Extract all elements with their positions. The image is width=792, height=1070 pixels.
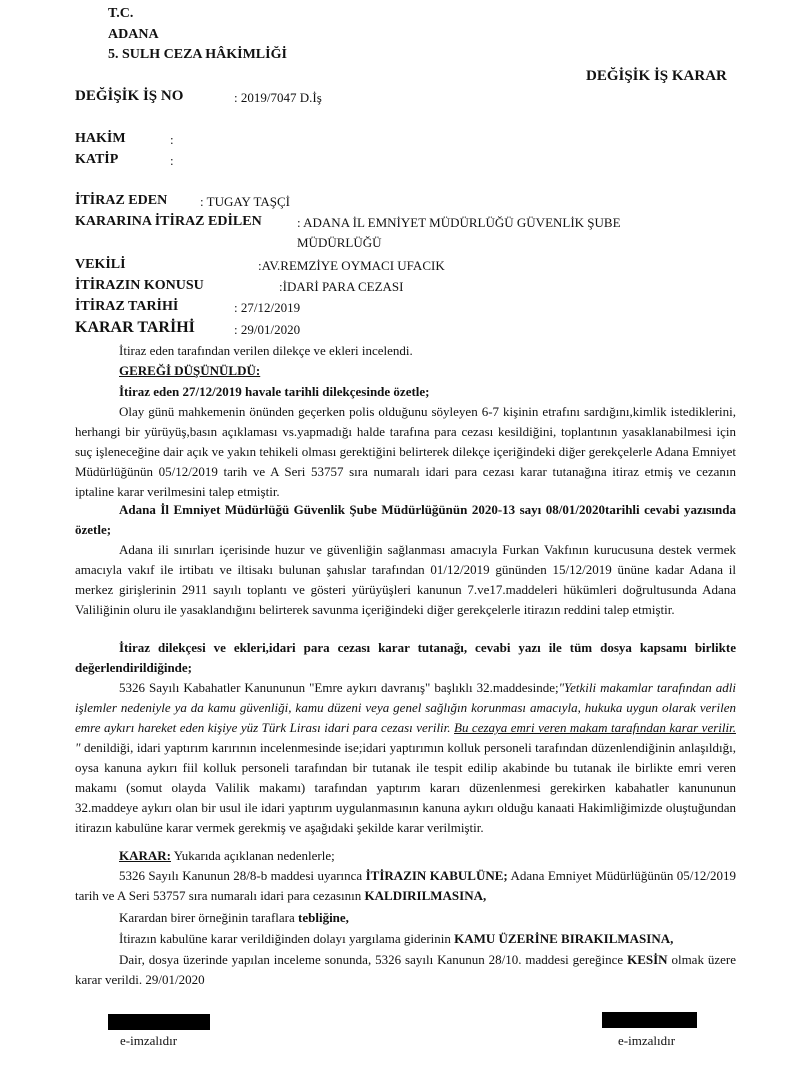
katip-label: KATİP bbox=[75, 152, 119, 167]
itiraz-eden-value: : TUGAY TAŞÇİ bbox=[200, 194, 290, 209]
itiraz-tarihi-value: : 27/12/2019 bbox=[234, 300, 301, 315]
redacted-signature-right bbox=[602, 1012, 697, 1028]
karar-item-1-text-c: Adana Emniyet Müdürlüğünün 05/12/2019 tarih ve A Seri 53757 sıra numaralı idari para cezasının bbox=[75, 868, 736, 903]
degerlendirme-text: denildiği, idari yaptırım karırının incelenmesinde ise;idari yaptırımın kolluk personeli tarafından düzenlendiğinin anlaşıldığı, oysa kanuna aykırı fiil kolluk personeli tarafından bir tutanak ile tespit edilip akabinde bu tutanak ile birlikte emri veren makamı (somut olayda Valilik makamı) tarafından yaptırım kararı düzenlenmesi gerekirken kabahatler kanununun 32.maddeye aykırı olan bir usul ile idari yaptırım uygulanmasının kanuna aykırı olduğu kanaati Hakimliğimizde oluştuğundan itirazın kabulüne karar vermek gerekmiş ve aşağıdaki şekilde karar verilmiştir. bbox=[75, 740, 736, 835]
itirazin-kabulune: İTİRAZIN KABULÜNE; bbox=[365, 868, 508, 883]
konu-label: İTİRAZIN KONUSU bbox=[75, 278, 204, 293]
heading-cevabi-yazi: Adana İl Emniyet Müdürlüğü Güvenlik Şube Müdürlüğünün 2020-13 sayı 08/01/2020tarihli cevabi yazısında özetle; bbox=[75, 502, 736, 537]
karar-item-3-text: İtirazın kabulüne karar verildiğinden dolayı yargılama giderinin bbox=[119, 931, 455, 946]
hakim-value: : bbox=[170, 132, 174, 147]
konu-value: :İDARİ PARA CEZASI bbox=[279, 279, 404, 294]
karar-item-4 bbox=[75, 950, 736, 990]
tebligine: tebliğine, bbox=[298, 910, 349, 925]
karar-label: KARAR: bbox=[119, 848, 171, 863]
karara-itiraz-value-1: : ADANA İL EMNİYET MÜDÜRLÜĞÜ GÜVENLİK ŞUBE bbox=[297, 215, 621, 230]
hakim-label: HAKİM bbox=[75, 131, 126, 146]
karara-itiraz-label: KARARINA İTİRAZ EDİLEN bbox=[75, 214, 262, 229]
law-intro: 5326 Sayılı Kabahatler Kanununun "Emre aykırı davranış" başlıklı 32.maddesinde; bbox=[119, 680, 559, 695]
heading-degerlendirme: İtiraz dilekçesi ve ekleri,idari para cezası karar tutanağı, cevabi yazı ile tüm dosya kapsamı birlikte değerlendirildiğinde; bbox=[75, 640, 736, 675]
paragraph-itiraz-ozet: Olay günü mahkemenin önünden geçerken polis olduğunu söyleyen 6-7 kişinin etrafını sardığını,kimlik istediklerini, herhangi bir yürüyüş,basın açıklaması vs.yapmadığı halde tarafına para cezası kesildiğini, toplantının yasaklanabilmesi için suç işleneceğine dair açık ve yakın tehikeli olması gerektiğini belirterek dilekçe içeriğindeki diğer gerekçelerle Adana Emniyet Müdürlüğünün 05/12/2019 tarih ve A Seri 53757 sıra numaralı idari para cezası karar tutanağına itiraz etmiş ve cezanın iptaline karar verilmesini talep etmiştir. bbox=[75, 404, 736, 499]
case-no-label: DEĞİŞİK İŞ NO bbox=[75, 88, 184, 104]
redacted-signature-left bbox=[108, 1014, 210, 1030]
paragraph-cevabi-ozet: Adana ili sınırları içerisinde huzur ve güvenliğin sağlanması amacıyla Furkan Vakfının kurucusuna destek vermek amacıyla vakıf ile irtibatı ve iltisakı bulunan şahıslar tarafından 01/12/2019 gününden 15/12/2019 ününe kadar Adana il merkez girişlerinin 2911 sayılı toplantı ve gösteri yürüyüşleri kanunun 7.ve17.maddeleri hükümleri doğrultusunda Adana Valiliğinin oluru ile yasaklandığını belirterek savunma içeriğindeki diğer gerekçelerle itirazın reddini talep etmiştir. bbox=[75, 542, 736, 617]
vekili-value: :AV.REMZİYE OYMACI UFACIK bbox=[258, 258, 445, 273]
karar-item-4-text-c: olmak üzere karar verildi. 29/01/2020 bbox=[75, 952, 736, 987]
header-city: ADANA bbox=[108, 27, 159, 42]
karar-item-1 bbox=[75, 866, 736, 906]
karar-tarihi-label: KARAR TARİHİ bbox=[75, 319, 195, 336]
law-quote-end: " bbox=[75, 740, 81, 755]
case-no-value: : 2019/7047 D.İş bbox=[234, 90, 322, 105]
katip-value: : bbox=[170, 153, 174, 168]
kamu-uzerine: KAMU ÜZERİNE BIRAKILMASINA, bbox=[454, 931, 674, 946]
doc-type-title: DEĞİŞİK İŞ KARAR bbox=[586, 68, 727, 84]
intro-paragraph: İtiraz eden tarafından verilen dilekçe ve ekleri incelendi. bbox=[119, 343, 413, 358]
gereği-heading: GEREĞİ DÜŞÜNÜLDÜ: bbox=[119, 363, 261, 378]
header-court: 5. SULH CEZA HÂKİMLİĞİ bbox=[108, 47, 287, 62]
kesin: KESİN bbox=[627, 952, 668, 967]
karar-line bbox=[75, 846, 736, 866]
karar-text: Yukarıda açıklanan nedenlerle; bbox=[171, 848, 335, 863]
heading-itiraz-dilekce: İtiraz eden 27/12/2019 havale tarihli dilekçesinde özetle; bbox=[119, 384, 430, 399]
karara-itiraz-value-2: MÜDÜRLÜĞÜ bbox=[297, 235, 382, 250]
karar-item-4-text-a: Dair, dosya üzerinde yapılan inceleme sonunda, 5326 sayılı Kanunun 28/10. maddesi gereğince bbox=[119, 952, 628, 967]
kaldirilmasina: KALDIRILMASINA, bbox=[364, 888, 487, 903]
header-tc: T.C. bbox=[108, 6, 134, 21]
karar-item-1-text-a: 5326 Sayılı Kanunun 28/8-b maddesi uyarınca bbox=[119, 868, 366, 883]
karar-item-3 bbox=[75, 929, 736, 949]
signature-right: e-imzalıdır bbox=[618, 1033, 676, 1048]
karar-item-2-text: Karardan birer örneğinin taraflara bbox=[119, 910, 299, 925]
signature-left: e-imzalıdır bbox=[120, 1033, 178, 1048]
law-quote: "Yetkili makamlar tarafından adli işlemler nedeniyle ya da kamu güvenliği, kamu düzeni veya genel sağlığın korunması amacıyla, hukuka uygun olarak verilen emre aykırı hareket eden kişiye yüz Türk Lirası idari para cezası verilir. bbox=[75, 680, 736, 735]
itiraz-eden-label: İTİRAZ EDEN bbox=[75, 193, 168, 208]
paragraph-degerlendirme bbox=[75, 678, 736, 838]
vekili-label: VEKİLİ bbox=[75, 257, 126, 272]
law-quote-underlined: Bu cezaya emri veren makam tarafından karar verilir. bbox=[454, 720, 736, 735]
karar-item-2 bbox=[75, 908, 736, 928]
karar-tarihi-value: : 29/01/2020 bbox=[234, 322, 301, 337]
itiraz-tarihi-label: İTİRAZ TARİHİ bbox=[75, 299, 179, 314]
